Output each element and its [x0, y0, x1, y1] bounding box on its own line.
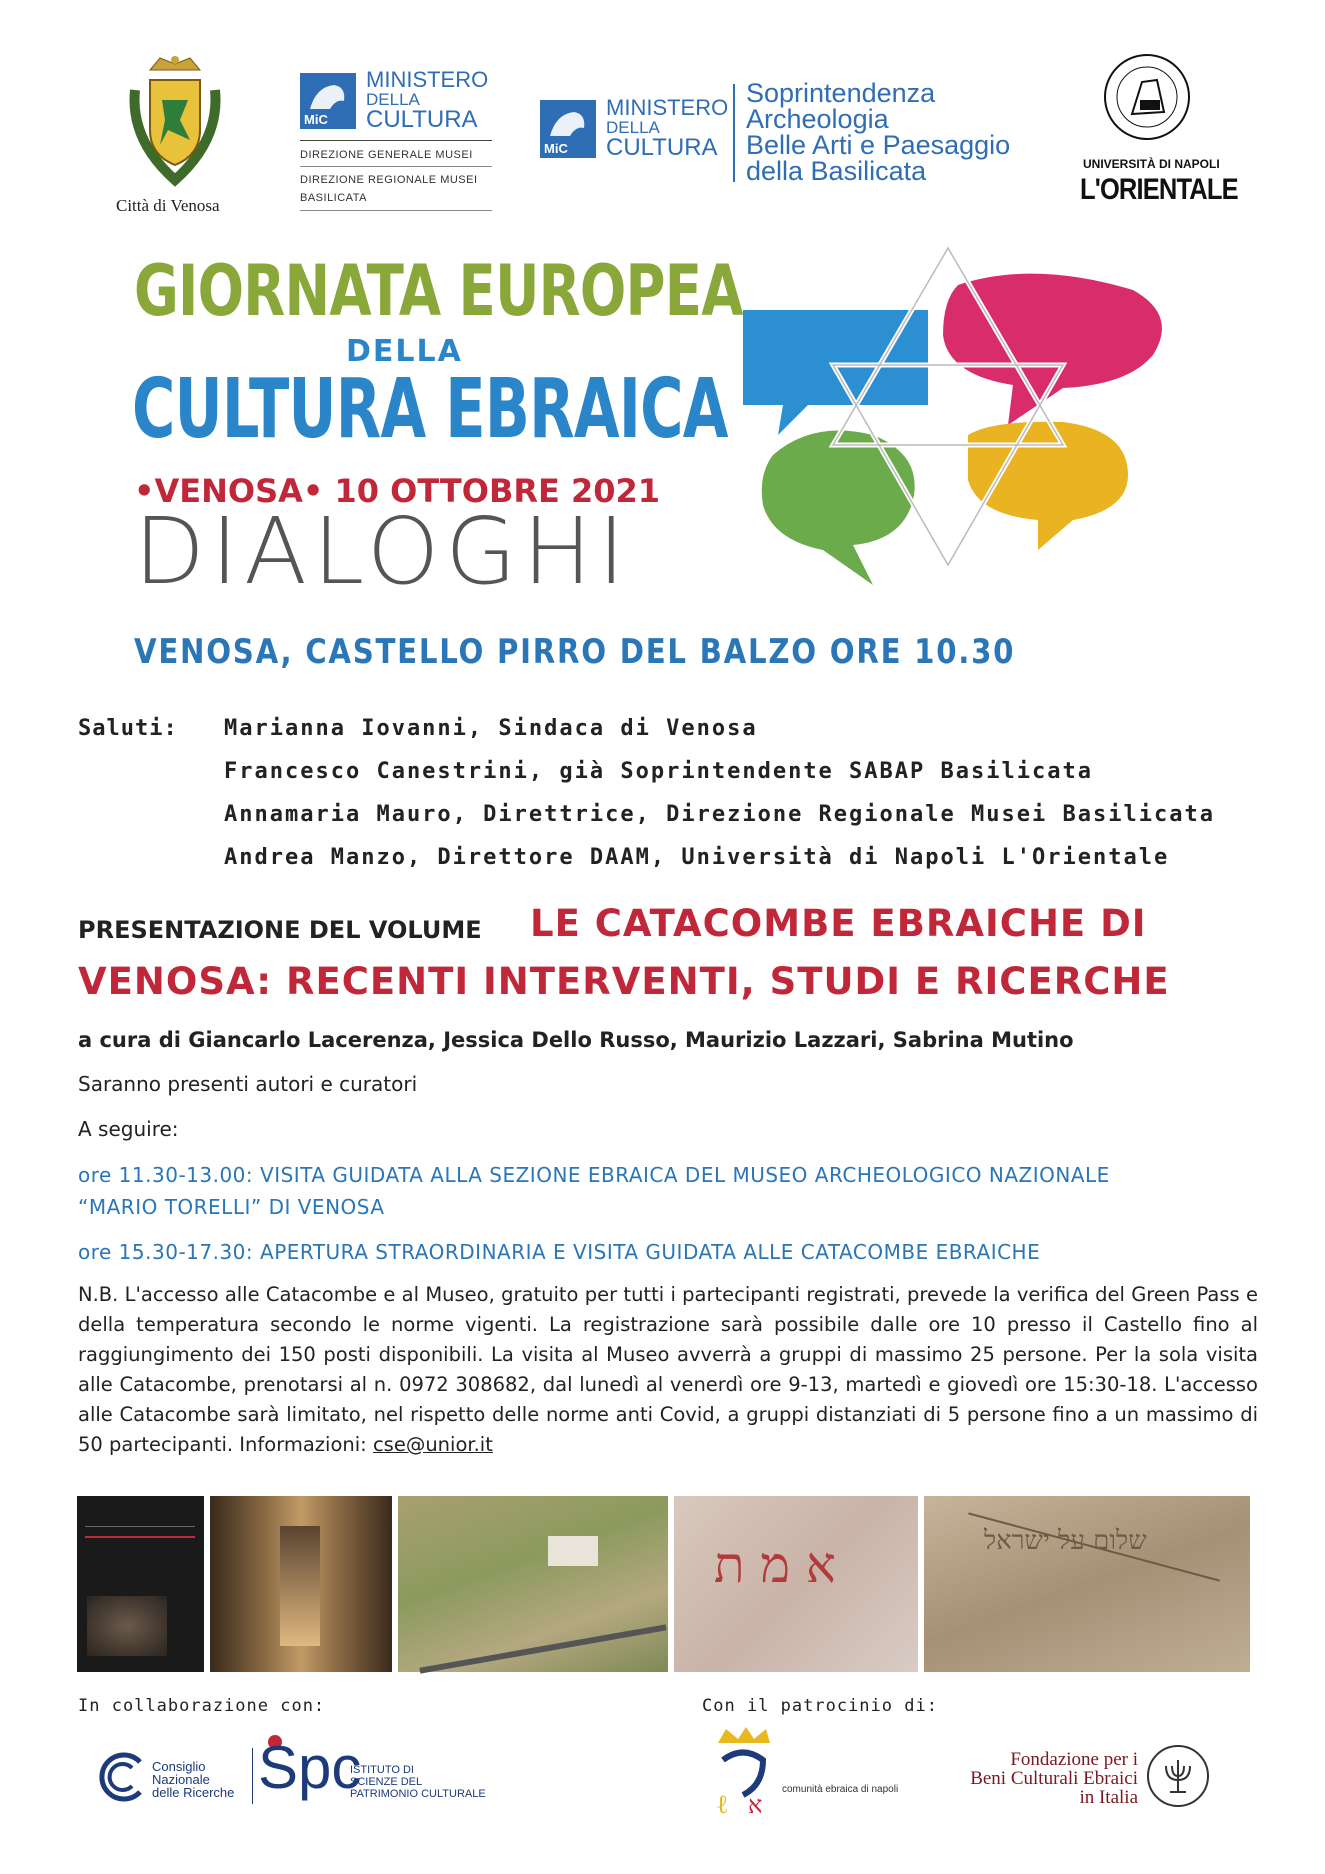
book-title-part2: VENOSA: RECENTI INTERVENTI, STUDI E RICERCHE [78, 960, 1170, 1003]
patronage-label: Con il patrocinio di: [702, 1696, 938, 1716]
mic2-vertical-divider [733, 84, 735, 182]
saluti-item: Marianna Iovanni, Sindaca di Venosa [224, 716, 758, 741]
inscribed-stone-image: שלום על ישראל [924, 1496, 1250, 1672]
unior-line1: UNIVERSITÀ DI NAPOLI [1083, 157, 1220, 171]
saluti-label: Saluti: [78, 716, 178, 741]
mic1-line1: MINISTERO [366, 67, 489, 92]
venosa-crest-logo [120, 50, 230, 200]
schedule-item-1-line2: “MARIO TORELLI” DI VENOSA [78, 1195, 385, 1219]
title-cultura-ebraica: CULTURA EBRAICA [132, 362, 728, 457]
mic1-divider [300, 140, 492, 141]
notes-paragraph [78, 1280, 1258, 1460]
title-della: DELLA [346, 334, 463, 369]
hebrew-inscription-image: א מ ת [674, 1496, 918, 1672]
mic1-divider2 [300, 166, 492, 167]
mic1-divider3 [300, 210, 492, 211]
mic-badge-text: MiC [304, 112, 328, 127]
collaboration-label: In collaborazione con: [78, 1696, 326, 1716]
mic2-badge-icon [540, 100, 596, 158]
cnr-line3: delle Ricerche [152, 1785, 235, 1800]
saluti-item: Andrea Manzo, Direttore DAAM, Università di Napoli L'Orientale [224, 845, 1170, 870]
book-title-part1: LE CATACOMBE EBRAICHE DI [530, 902, 1147, 945]
title-giornata-europea: GIORNATA EUROPEA [134, 250, 743, 332]
sop-line3: Belle Arti e Paesaggio [746, 130, 1011, 160]
fondazione-text [958, 1750, 1138, 1807]
unior-line2: L'ORIENTALE [1080, 173, 1238, 206]
cnr-line2: Nazionale [152, 1772, 210, 1787]
mic2-line2: DELLA [606, 118, 660, 137]
comunita-ebraica-logo-icon [708, 1725, 778, 1817]
aerial-site-image [398, 1496, 668, 1672]
spc-letters: Spc [258, 1734, 362, 1801]
cnr-line1: Consiglio [152, 1759, 206, 1774]
following-label: A seguire: [78, 1117, 179, 1141]
spc-line1: ISTITUTO DI [350, 1764, 414, 1776]
mic2-line1: MINISTERO [606, 95, 729, 120]
comunita-text: comunità ebraica di napoli [782, 1784, 899, 1795]
title-dialoghi: DIALOGHI [134, 498, 631, 605]
venosa-caption: Città di Venosa [116, 196, 220, 215]
menorah-seal-icon [1146, 1744, 1210, 1808]
sop-line2: Archeologia [746, 104, 889, 134]
spc-line2: SCIENZE DEL [350, 1776, 423, 1788]
fondazione-line1: Fondazione per i [1010, 1749, 1138, 1770]
contact-email-link[interactable]: cse@unior.it [372, 1433, 493, 1456]
presentation-label: PRESENTAZIONE DEL VOLUME [78, 916, 482, 944]
unior-seal-icon [1102, 52, 1192, 142]
spc-text [350, 1764, 486, 1800]
venue-line: VENOSA, CASTELLO PIRRO DEL BALZO ORE 10.30 [134, 632, 1016, 672]
mic2-line3: CULTURA [606, 134, 718, 161]
mic1-sub3: BASILICATA [300, 192, 367, 204]
sop-line1: Soprintendenza [746, 78, 936, 108]
mic1-title [366, 67, 489, 133]
mic1-line2: DELLA [366, 90, 420, 109]
svg-text:ℓ: ℓ [716, 1790, 729, 1817]
speech-bubbles-star-illustration [733, 240, 1183, 600]
authors-present: Saranno presenti autori e curatori [78, 1072, 418, 1096]
mic-badge-icon [300, 73, 356, 129]
svg-text:א: א [748, 1791, 763, 1817]
mic1-sub2: DIREZIONE REGIONALE MUSEI [300, 174, 478, 186]
sop-line4: della Basilicata [746, 156, 927, 186]
mic1-line3: CULTURA [366, 106, 478, 133]
saluti-item: Francesco Canestrini, già Soprintendente SABAP Basilicata [224, 759, 1093, 784]
saluti-item: Annamaria Mauro, Direttrice, Direzione Regionale Musei Basilicata [224, 802, 1215, 827]
book-cover-image [77, 1496, 204, 1672]
mic2-badge-text: MiC [544, 141, 568, 156]
spc-line3: PATRIMONIO CULTURALE [350, 1788, 486, 1800]
cnr-text [152, 1760, 234, 1799]
catacomb-corridor-image [210, 1496, 392, 1672]
footer-divider [252, 1748, 253, 1804]
cnr-logo-icon [96, 1752, 146, 1802]
title-date: •VENOSA• 10 OTTOBRE 2021 [134, 472, 661, 510]
mic1-sub1: DIREZIONE GENERALE MUSEI [300, 149, 473, 161]
curators-line: a cura di Giancarlo Lacerenza, Jessica Dello Russo, Maurizio Lazzari, Sabrina Mutino [78, 1028, 1074, 1052]
schedule-item-1-line1: ore 11.30-13.00: VISITA GUIDATA ALLA SEZIONE EBRAICA DEL MUSEO ARCHEOLOGICO NAZIONALE [78, 1163, 1110, 1187]
fondazione-line2: Beni Culturali Ebraici [970, 1768, 1138, 1789]
notes-text: N.B. L'accesso alle Catacombe e al Museo, gratuito per tutti i partecipanti registrati, prevede la verifica del Green Pass e della temperatura secondo le norme vigenti. La registrazione sarà possibile dalle ore 10 presso il Castello fino al raggiungimento dei 150 posti disponibili. La visita al Museo avverrà a gruppi di massimo 25 persone. Per la sola visita alle Catacombe, prenotarsi al n. 0972 308682, dal lunedì al venerdì ore 9-13, martedì e giovedì ore 15:30-18. L'accesso alle Catacombe sarà limitato, nel rispetto delle norme anti Covid, a gruppi distanziati di 5 persone fino a un massimo di 50 partecipanti. Informazioni: [78, 1283, 1258, 1456]
schedule-item-2: ore 15.30-17.30: APERTURA STRAORDINARIA E VISITA GUIDATA ALLE CATACOMBE EBRAICHE [78, 1240, 1041, 1264]
soprintendenza-title [746, 80, 1010, 184]
mic2-title [606, 95, 729, 161]
fondazione-line3: in Italia [1079, 1787, 1138, 1808]
